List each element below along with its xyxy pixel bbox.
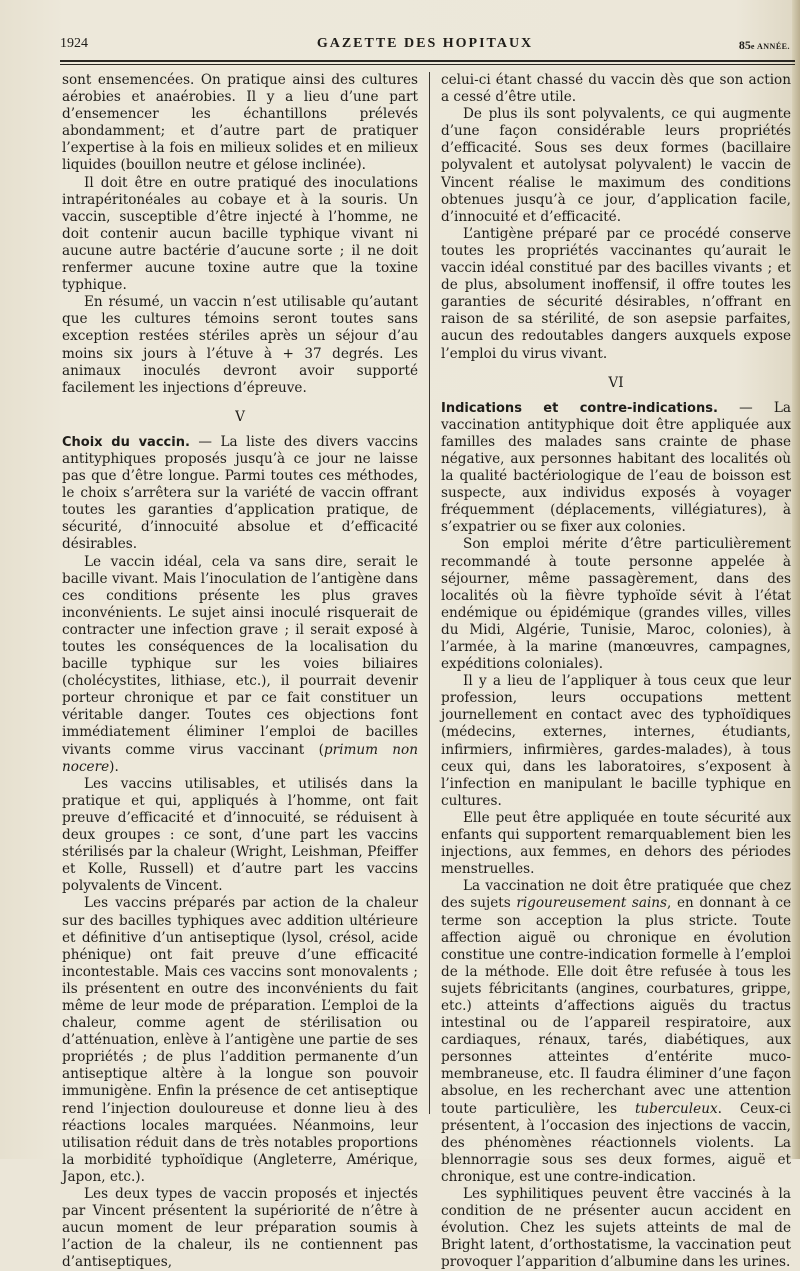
paragraph: L’antigène préparé par ce procédé conserve toutes les propriétés vaccinantes qu’aurait le vaccin idéal constitué par des bacilles vivants ; et de plus, absolument inoffensif, il offre toutes les garanties de sécurité désirables, n’offrant en raison de sa stérilité, de son asepsie parfaites, aucun des redoutables dangers auxquels expose l’emploi du virus vivant. (441, 225, 791, 362)
paragraph: Son emploi mérite d’être particulièrement recommandé à toute personne appelée à séjourner, même passagèrement, dans des localités où la fièvre typhoïde sévit à l’état endémique ou épidémique (grandes villes, villes du Midi, Algérie, Tunisie, Maroc, colonies), à l’armée, à la marine (manœuvres, campagnes, expéditions coloniales). (441, 536, 791, 673)
paragraph (62, 434, 418, 554)
journal-title: GAZETTE DES HOPITAUX (316, 36, 534, 51)
paragraph: Les deux types de vaccin proposés et injectés par Vincent présentent la supériorité de n’être à aucun moment de leur préparation soumis à l’action de la chaleur, ils ne contiennent pas d’antiseptiques, (62, 1186, 418, 1271)
paragraph-text: Le vaccin idéal, cela va sans dire, serait le bacille vivant. Mais l’inoculation de l’antigène dans ces conditions présente les plus graves inconvénients. Le sujet ainsi inoculé risquerait de contracter une infection grave ; il serait exposé à toutes les conséquences de la localisation du bacille typhique sur les voies biliaires (cholécystites, lithiase, etc.), il pourrait devenir porteur chronique et par ce fait constituer un véritable danger. Toutes ces objections font immédiatement éliminer l’emploi de bacilles vivants comme virus vaccinant ( (62, 553, 418, 758)
left-column (62, 72, 418, 1271)
paragraph-text: — La vaccination antityphique doit être appliquée aux familles des malades sans crainte de phase négative, aux personnes habitant des localités où la qualité bactériologique de l’eau de boisson est suspecte, aux individus exposés à voyager fréquemment (déplacements, villégiatures), à s’expatrier ou se fixer aux colonies. (441, 399, 791, 536)
emphasis: rigoureusement sains (516, 895, 668, 912)
right-column (441, 72, 791, 1271)
section-number: VI (608, 374, 624, 391)
paragraph: En résumé, un vaccin n’est utilisable qu’autant que les cultures témoins seront toutes sans exception restées stériles après un séjour d’au moins six jours à l’étuve à + 37 degrés. Les animaux inoculés devront avoir supporté facilement les injections d’épreuve. (62, 294, 418, 396)
emphasis: tuberculeux (634, 1100, 718, 1117)
paragraph: celui-ci étant chassé du vaccin dès que son action a cessé d’être utile. (441, 72, 791, 106)
paragraph: Il doit être en outre pratiqué des inoculations intrapéritonéales au cobaye et à la souris. Un vaccin, susceptible d’être injecté à l’homme, ne doit contenir aucun bacille typhique vivant ni aucune autre bactérie d’aucune sorte ; il ne doit renfermer aucune toxine autre que la toxine typhique. (62, 174, 418, 294)
header-rule-thin (60, 64, 795, 65)
page-header (60, 36, 790, 58)
paragraph (441, 878, 791, 1186)
paragraph-text: . Ceux-ci présentent, à l’occasion des injections de vaccin, des phénomènes réactionnels violents. La blennorragie sous ses deux formes, aiguë et chronique, est une contre-indication. (441, 1100, 791, 1185)
column-divider (429, 72, 430, 1114)
paragraph: De plus ils sont polyvalents, ce qui augmente d’une façon considérable leurs propriétés d’efficacité. Sous ses deux formes (bacillaire polyvalent et autolysat polyvalent) le vaccin de Vincent réalise le maximum des conditions obtenues jusqu’à ce jour, d’application facile, d’innocuité et d’efficacité. (441, 106, 791, 225)
paragraph: Il y a lieu de l’appliquer à tous ceux que leur profession, leurs occupations mettent journellement en contact avec des typhoïdiques (médecins, externes, internes, étudiants, infirmiers, infirmières, gardes-malades), à tous ceux qui, dans les laboratoires, s’exposent à l’infection en manipulant le bacille typhique en cultures. (441, 673, 791, 809)
paragraph-text: ). (109, 758, 119, 775)
section-number: V (235, 408, 245, 425)
paragraph: Elle peut être appliquée en toute sécurité aux enfants qui supportent remarquablement bien les injections, aux femmes, en dehors des périodes menstruelles. (441, 809, 791, 878)
volume-number: 85 (738, 38, 751, 52)
section-heading: Indications et contre-indications. (441, 400, 718, 416)
section-heading: Choix du vaccin. (62, 434, 190, 450)
paragraph: Les vaccins utilisables, et utilisés dans la pratique et qui, appliqués à l’homme, ont fait preuve d’efficacité et d’innocuité, se réduisent à deux groupes : ce sont, d’une part les vaccins stérilisés par la chaleur (Wright, Leishman, Pfeiffer et Kolle, Russell) et d’autre part les vaccins polyvalents de Vincent. (62, 775, 418, 895)
header-rule-thick (60, 60, 795, 62)
paragraph: Les vaccins préparés par action de la chaleur sur des bacilles typhiques avec addition ultérieure et définitive d’un antiseptique (lysol, crésol, acide phénique) ont fait preuve d’une efficacité incontestable. Mais ces vaccins sont monovalents ; ils présentent en outre des inconvénients du fait même de leur mode de préparation. L’emploi de la chaleur, comme agent de stérilisation ou d’atténuation, enlève à l’antigène une partie de ses propriétés ; de plus l’addition permanente d’un antiseptique altère à la longue son pouvoir immunigène. Enfin la présence de cet antiseptique rend l’injection douloureuse et donne lieu à des réactions locales marquées. Néanmoins, leur utilisation réduit dans de très notables proportions la morbidité typhoïdique (Angleterre, Amérique, Japon, etc.). (62, 895, 418, 1185)
paragraph (441, 400, 791, 537)
volume-year (739, 38, 790, 53)
paragraph-text: , en donnant à ce terme son acception la plus stricte. Toute affection aiguë ou chronique en évolution constitue une contre-indication formelle à l’emploi de la méthode. Elle doit être refusée à tous les sujets fébricitants (angines, courbatures, grippe, etc.) atteints d’affections aiguës du tractus intestinal ou de l’appareil respiratoire, aux cardiaques, rénaux, tarés, diabétiques, aux personnes atteintes d’entérite muco-membraneuse, etc. Il faudra éliminer d’une façon absolue, en les recherchant avec une attention toute particulière, les (441, 895, 791, 1117)
paragraph: Les syphilitiques peuvent être vaccinés à la condition de ne présenter aucun accident en évolution. Chez les sujets atteints de mal de Bright latent, d’orthostatisme, la vaccination peut provoquer l’apparition d’albumine dans les urines. (441, 1186, 791, 1271)
page-edge (792, 0, 800, 1159)
paragraph: sont ensemencées. On pratique ainsi des cultures aérobies et anaérobies. Il y a lieu d’une part d’ensemencer les échantillons prélevés abondamment; et d’autre part de pratiquer l’expertise à la fois en milieux solides et en milieux liquides (bouillon neutre et gélose inclinée). (62, 72, 418, 174)
page-number: 1924 (60, 36, 88, 51)
paragraph-text: — La liste des divers vaccins antityphiques proposés jusqu’à ce jour ne laisse pas que d’être longue. Parmi toutes ces méthodes, le choix s’arrêtera sur la variété de vaccin offrant toutes les garanties d’application pratique, de sécurité, d’innocuité absolue et d’efficacité désirables. (62, 433, 418, 553)
volume-suffix: e ANNÉE. (750, 42, 790, 51)
latin-phrase: primum non nocere (62, 741, 418, 775)
paragraph-text: La vaccination ne doit être pratiquée que chez des sujets (441, 878, 791, 912)
paragraph (62, 554, 418, 776)
